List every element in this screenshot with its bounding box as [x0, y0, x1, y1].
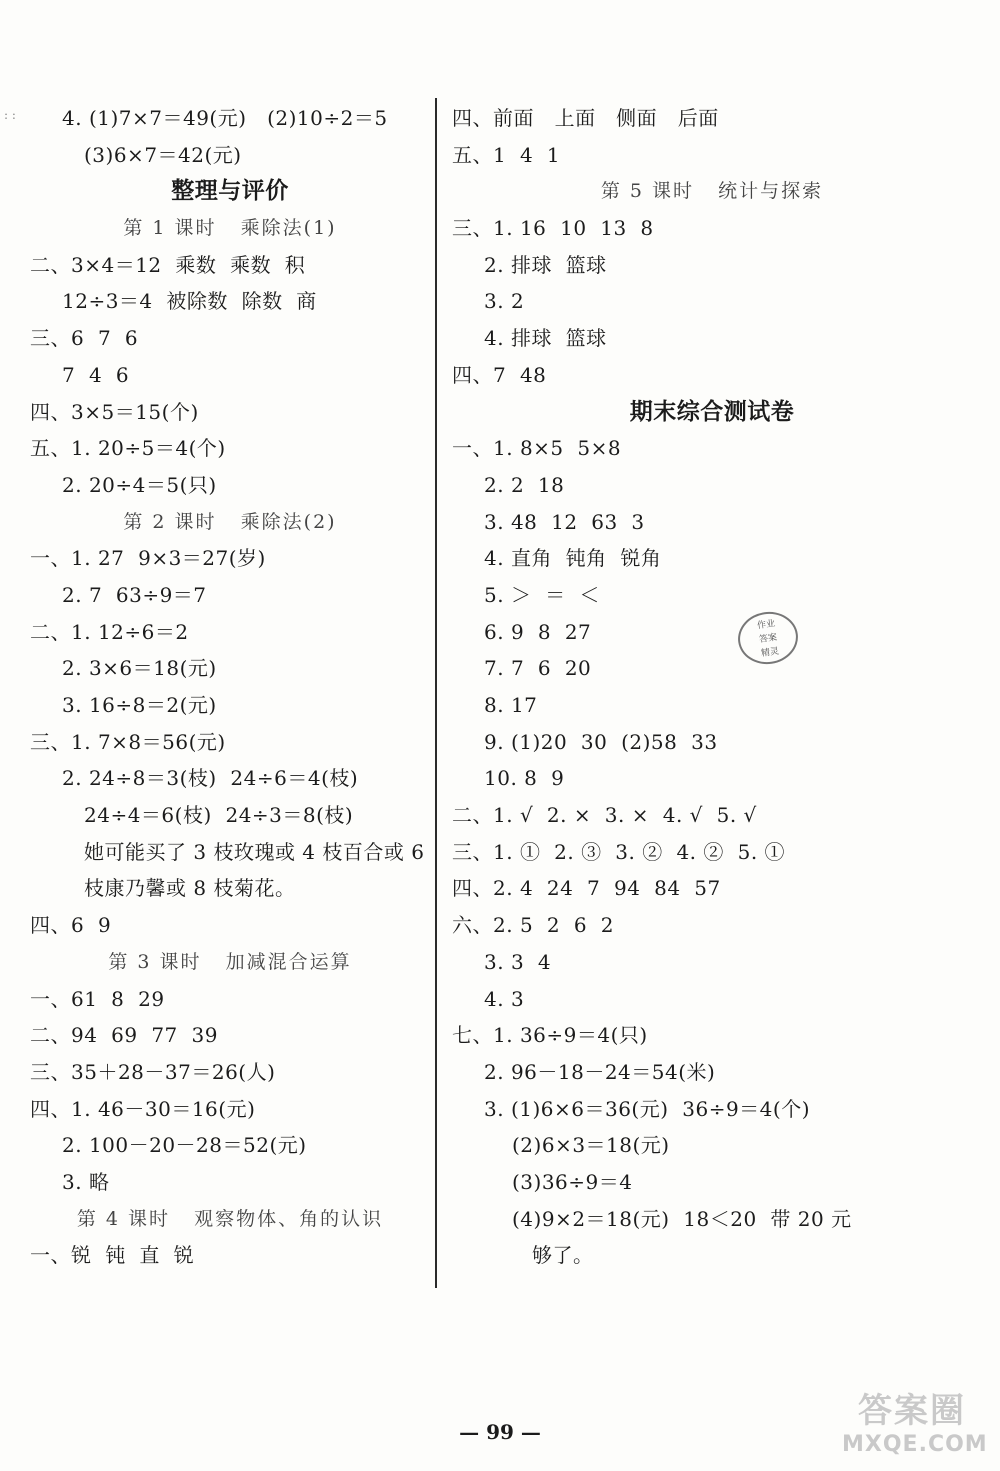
answer-line: 2. 3×6＝18(元)	[62, 656, 217, 681]
lesson-heading: 第 1 课时 乘除法(1)	[123, 217, 337, 240]
answer-line: 3. 16÷8＝2(元)	[62, 693, 217, 717]
answer-line: 8. 17	[484, 693, 538, 717]
answer-line: 3. 3 4	[484, 949, 552, 974]
answer-line: 四、3×5＝15(个)	[30, 399, 199, 424]
answer-line: 3. 48 12 63 3	[484, 509, 645, 534]
left-column	[30, 100, 430, 1274]
answer-line: 四、6 9	[30, 913, 112, 938]
answer-line: 24÷4＝6(枝) 24÷3＝8(枝)	[84, 803, 354, 828]
answer-line: 够了。	[532, 1243, 594, 1268]
answer-line: 3. 略	[62, 1169, 110, 1194]
answer-line: 一、1. 8×5 5×8	[452, 436, 622, 461]
answer-line: 四、1. 46－30＝16(元)	[30, 1096, 256, 1121]
section-heading: 整理与评价	[171, 178, 289, 205]
answer-line: 六、2. 5 2 6 2	[452, 913, 614, 938]
answer-line: 2. 7 63÷9＝7	[62, 582, 207, 607]
answer-line: 三、35＋28－37＝26(人)	[30, 1059, 276, 1084]
answer-line: 四、7 48	[452, 362, 547, 387]
answer-line: 一、1. 27 9×3＝27(岁)	[30, 546, 266, 571]
site-watermark	[842, 1383, 988, 1463]
answer-line: 四、前面 上面 侧面 后面	[452, 106, 719, 130]
answer-line: 2. 96－18－24＝54(米)	[484, 1059, 716, 1084]
answer-line: 4. 3	[484, 986, 525, 1011]
answer-line: (2)6×3＝18(元)	[512, 1133, 670, 1158]
answer-line: (3)36÷9＝4	[512, 1169, 633, 1194]
answer-line: 2. 2 18	[484, 472, 565, 497]
answer-line: 七、1. 36÷9＝4(只)	[452, 1023, 648, 1048]
answer-line: 5. ＞ ＝ ＜	[484, 582, 600, 607]
watermark-url: MXQE.COM	[842, 1432, 988, 1457]
answer-line: 三、1. 16 10 13 8	[452, 216, 654, 241]
answer-line: 2. 排球 篮球	[484, 252, 607, 277]
answer-line: 2. 100－20－28＝52(元)	[62, 1133, 307, 1158]
answer-line: 9. (1)20 30 (2)58 33	[484, 729, 718, 754]
answer-line: 7 4 6	[62, 362, 130, 387]
answer-line: (3)6×7＝42(元)	[84, 142, 242, 167]
answer-line: 二、1. √ 2. × 3. × 4. √ 5. √	[452, 803, 757, 828]
answer-line: 2. 24÷8＝3(枝) 24÷6＝4(枝)	[62, 766, 359, 791]
answer-line: 4. 排球 篮球	[484, 326, 607, 351]
answer-line: 2. 20÷4＝5(只)	[62, 472, 217, 497]
answer-line: 6. 9 8 27	[484, 619, 592, 644]
column-divider	[435, 98, 437, 1288]
answer-line: 五、1 4 1	[452, 142, 561, 167]
answer-line: 她可能买了 3 枝玫瑰或 4 枝百合或 6	[84, 839, 425, 864]
answer-line: 7. 7 6 20	[484, 656, 592, 681]
watermark-logo: 答案圈	[858, 1391, 966, 1431]
answer-line: 3. 2	[484, 289, 525, 314]
answer-line: 12÷3＝4 被除数 除数 商	[62, 289, 317, 314]
page-number: — 99 —	[459, 1420, 541, 1444]
answer-line: 五、1. 20÷5＝4(个)	[30, 436, 226, 461]
answer-line: 一、锐 钝 直 锐	[30, 1243, 195, 1268]
answer-line: 10. 8 9	[484, 766, 565, 791]
answer-line: 三、6 7 6	[30, 326, 139, 351]
stamp-line-2: 答案	[758, 632, 778, 646]
answer-line: 四、2. 4 24 7 94 84 57	[452, 876, 721, 901]
answer-line: 4. (1)7×7＝49(元) (2)10÷2＝5	[62, 106, 388, 130]
answer-line: 二、1. 12÷6＝2	[30, 619, 189, 644]
answer-line: 4. 直角 钝角 锐角	[484, 546, 662, 571]
answer-line: (4)9×2＝18(元) 18＜20 带 20 元	[512, 1206, 852, 1231]
answer-line: 三、1. 7×8＝56(元)	[30, 729, 226, 754]
answer-line: 一、61 8 29	[30, 986, 165, 1011]
lesson-heading: 第 4 课时 观察物体、角的认识	[76, 1207, 384, 1230]
answer-line: 二、94 69 77 39	[30, 1023, 218, 1048]
answer-line: 二、3×4＝12 乘数 乘数 积	[30, 252, 306, 277]
stamp-line-3: 精灵	[760, 646, 780, 660]
right-column	[452, 100, 972, 1274]
answer-line: 枝康乃馨或 8 枝菊花。	[84, 876, 296, 901]
lesson-heading: 第 3 课时 加减混合运算	[108, 950, 352, 973]
stamp-line-1: 作业	[756, 618, 776, 632]
binding-mark: : :	[4, 108, 16, 122]
section-heading: 期末综合测试卷	[629, 398, 795, 425]
lesson-heading: 第 2 课时 乘除法(2)	[123, 510, 337, 533]
answer-line: 3. (1)6×6＝36(元) 36÷9＝4(个)	[484, 1096, 811, 1121]
lesson-heading: 第 5 课时 统计与探索	[600, 180, 824, 203]
answer-line: 三、1. ① 2. ③ 3. ② 4. ② 5. ①	[452, 839, 786, 864]
